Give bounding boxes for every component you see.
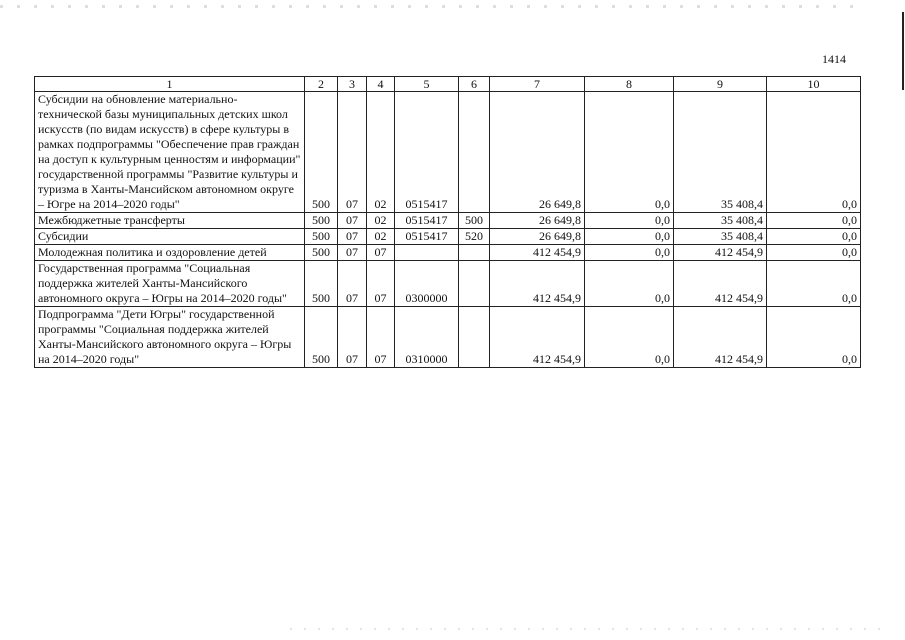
cell-amount-9: 412 454,9 <box>674 245 767 261</box>
cell-amount-8: 0,0 <box>585 92 674 213</box>
cell-target-article: 0300000 <box>395 261 459 307</box>
cell-ministry: 500 <box>305 307 338 368</box>
cell-ministry: 500 <box>305 229 338 245</box>
cell-target-article: 0515417 <box>395 229 459 245</box>
cell-expense-type: 500 <box>459 213 490 229</box>
budget-table <box>34 76 861 368</box>
column-header: 5 <box>395 77 459 92</box>
table-row <box>35 245 861 261</box>
table-row <box>35 261 861 307</box>
cell-ministry: 500 <box>305 92 338 213</box>
cell-amount-9: 412 454,9 <box>674 261 767 307</box>
cell-amount-9: 35 408,4 <box>674 229 767 245</box>
cell-amount-9: 412 454,9 <box>674 307 767 368</box>
cell-amount-10: 0,0 <box>767 92 861 213</box>
column-header: 3 <box>338 77 367 92</box>
table-row <box>35 307 861 368</box>
table-row <box>35 229 861 245</box>
column-header: 2 <box>305 77 338 92</box>
scan-artifact-top <box>0 5 860 8</box>
row-name: Молодежная политика и оздоровление детей <box>35 245 305 261</box>
cell-ministry: 500 <box>305 213 338 229</box>
cell-amount-7: 412 454,9 <box>490 261 585 307</box>
row-name: Субсидии на обновление материально-технической базы муниципальных детских школ искусств (по видам искусств) в сфере культуры в рамках подпрограммы "Обеспечение прав граждан на доступ к культурным ценностям и информации" государственной программы "Развитие культуры и туризма в Ханты-Мансийском автономном округе – Югре на 2014–2020 годы" <box>35 92 305 213</box>
column-header: 7 <box>490 77 585 92</box>
cell-amount-10: 0,0 <box>767 213 861 229</box>
cell-subsection: 02 <box>367 229 395 245</box>
cell-subsection: 02 <box>367 92 395 213</box>
cell-target-article: 0310000 <box>395 307 459 368</box>
page-number: 1414 <box>822 52 846 66</box>
cell-expense-type <box>459 307 490 368</box>
cell-amount-7: 412 454,9 <box>490 307 585 368</box>
cell-section: 07 <box>338 261 367 307</box>
cell-target-article <box>395 245 459 261</box>
cell-amount-10: 0,0 <box>767 307 861 368</box>
cell-ministry: 500 <box>305 261 338 307</box>
scan-artifact-bottom <box>290 628 890 630</box>
cell-amount-7: 412 454,9 <box>490 245 585 261</box>
cell-subsection: 07 <box>367 245 395 261</box>
column-header: 4 <box>367 77 395 92</box>
cell-amount-7: 26 649,8 <box>490 92 585 213</box>
row-name: Государственная программа "Социальная поддержка жителей Ханты-Мансийского автономного округа – Югры на 2014–2020 годы" <box>35 261 305 307</box>
cell-section: 07 <box>338 213 367 229</box>
cell-amount-9: 35 408,4 <box>674 92 767 213</box>
cell-section: 07 <box>338 307 367 368</box>
cell-amount-8: 0,0 <box>585 245 674 261</box>
table-row <box>35 213 861 229</box>
cell-ministry: 500 <box>305 245 338 261</box>
cell-amount-10: 0,0 <box>767 245 861 261</box>
cell-expense-type <box>459 245 490 261</box>
cell-subsection: 07 <box>367 307 395 368</box>
cell-amount-8: 0,0 <box>585 213 674 229</box>
cell-expense-type: 520 <box>459 229 490 245</box>
cell-target-article: 0515417 <box>395 92 459 213</box>
cell-target-article: 0515417 <box>395 213 459 229</box>
table-row <box>35 92 861 213</box>
header-row <box>35 77 861 92</box>
row-name: Субсидии <box>35 229 305 245</box>
row-name: Подпрограмма "Дети Югры" государственной программы "Социальная поддержка жителей Ханты-Мансийского автономного округа – Югры на 2014–2020 годы" <box>35 307 305 368</box>
cell-amount-8: 0,0 <box>585 261 674 307</box>
cell-amount-10: 0,0 <box>767 261 861 307</box>
cell-amount-7: 26 649,8 <box>490 229 585 245</box>
column-header: 9 <box>674 77 767 92</box>
cell-amount-9: 35 408,4 <box>674 213 767 229</box>
column-header: 10 <box>767 77 861 92</box>
cell-amount-10: 0,0 <box>767 229 861 245</box>
cell-expense-type <box>459 92 490 213</box>
column-header: 6 <box>459 77 490 92</box>
cell-subsection: 07 <box>367 261 395 307</box>
cell-section: 07 <box>338 92 367 213</box>
margin-rule <box>902 12 904 90</box>
column-header: 8 <box>585 77 674 92</box>
cell-amount-7: 26 649,8 <box>490 213 585 229</box>
column-header: 1 <box>35 77 305 92</box>
cell-section: 07 <box>338 229 367 245</box>
row-name: Межбюджетные трансферты <box>35 213 305 229</box>
cell-amount-8: 0,0 <box>585 307 674 368</box>
cell-amount-8: 0,0 <box>585 229 674 245</box>
cell-expense-type <box>459 261 490 307</box>
cell-subsection: 02 <box>367 213 395 229</box>
cell-section: 07 <box>338 245 367 261</box>
